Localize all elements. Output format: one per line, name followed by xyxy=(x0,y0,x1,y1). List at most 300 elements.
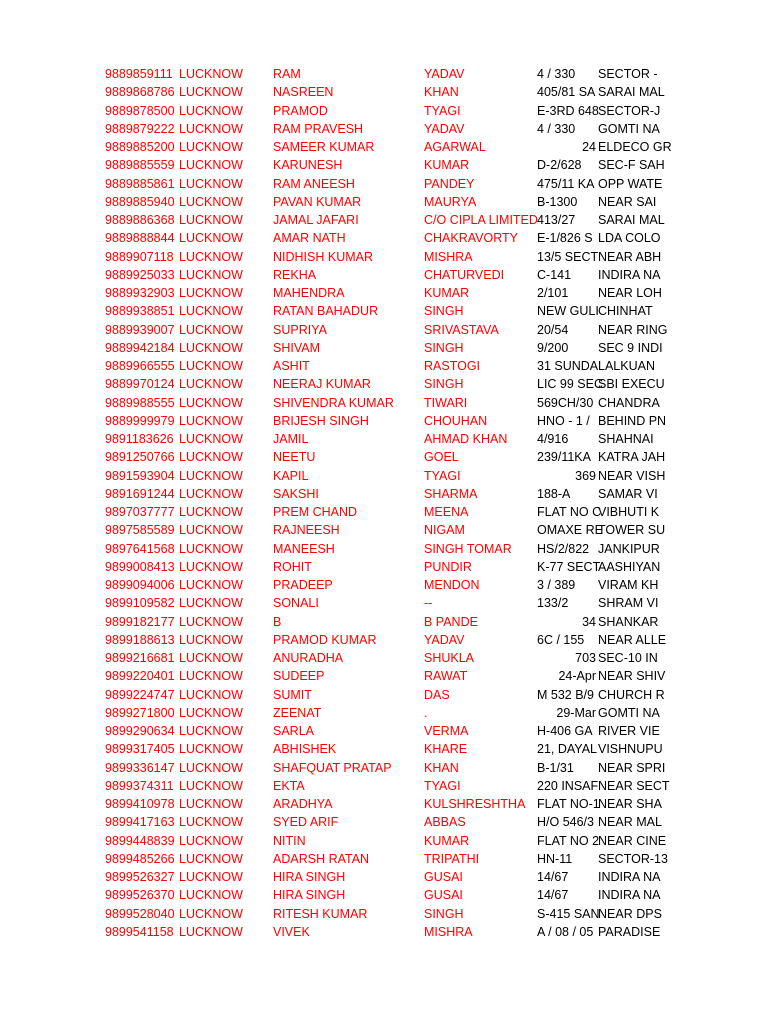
first-name-cell: ABHISHEK xyxy=(273,742,337,757)
address-line2-cell: SHAHNAI xyxy=(598,432,654,446)
last-name-cell: KHAN xyxy=(424,760,459,775)
table-row xyxy=(0,740,768,758)
first-name-cell: AMAR NATH xyxy=(273,231,346,246)
city-cell: LUCKNOW xyxy=(179,669,243,684)
last-name-cell: -- xyxy=(424,596,433,611)
city-cell: LUCKNOW xyxy=(179,870,243,884)
phone-cell: 9889939007 xyxy=(105,322,175,337)
city-cell: LUCKNOW xyxy=(179,760,243,775)
table-row xyxy=(0,886,768,904)
address-line2-cell: TOWER SU xyxy=(598,523,666,538)
address-line1-cell: 9/200 xyxy=(537,340,569,355)
first-name-cell: SUDEEP xyxy=(273,669,325,684)
phone-cell: 9899541158 xyxy=(105,924,174,939)
first-name-cell: RAJNEESH xyxy=(273,523,340,538)
last-name-cell: SINGH xyxy=(424,906,464,921)
phone-cell: 9899094006 xyxy=(105,578,175,592)
city-cell: LUCKNOW xyxy=(179,614,243,629)
phone-cell: 9899271800 xyxy=(105,705,175,720)
first-name-cell: PAVAN KUMAR xyxy=(273,194,362,209)
address-line2-cell: NEAR SHA xyxy=(598,797,662,811)
first-name-cell: HIRA SINGH xyxy=(273,870,346,884)
city-cell: LUCKNOW xyxy=(179,432,243,446)
phone-cell: 9889879222 xyxy=(105,121,175,136)
phone-cell: 9889878500 xyxy=(105,103,175,118)
address-line2-cell: NEAR SAI xyxy=(598,194,657,209)
table-row xyxy=(0,412,768,430)
table-row xyxy=(0,83,768,101)
first-name-cell: PRAMOD xyxy=(273,103,328,118)
city-cell: LUCKNOW xyxy=(179,67,243,81)
last-name-cell: TRIPATHI xyxy=(424,851,480,866)
last-name-cell: SRIVASTAVA xyxy=(424,322,499,337)
table-row xyxy=(0,868,768,886)
address-line2-cell: CHANDRA xyxy=(598,395,660,410)
address-line2-cell: VIBHUTI K xyxy=(598,505,660,519)
city-cell: LUCKNOW xyxy=(179,651,243,665)
phone-cell: 9899188613 xyxy=(105,632,175,647)
address-line1-cell: E-3RD 648 xyxy=(537,103,599,118)
first-name-cell: BRIJESH SINGH xyxy=(273,413,369,428)
last-name-cell: SINGH xyxy=(424,377,464,392)
city-cell: LUCKNOW xyxy=(179,322,243,337)
address-line2-cell: SBI EXECU xyxy=(598,377,665,392)
address-line1-cell: 21, DAYAL xyxy=(537,742,597,757)
address-line1-cell: E-1/826 S xyxy=(537,231,593,246)
city-cell: LUCKNOW xyxy=(179,815,243,830)
address-line1-cell: FLAT NO-1 xyxy=(537,797,600,811)
phone-cell: 9899182177 xyxy=(105,614,175,629)
last-name-cell: VERMA xyxy=(424,724,469,738)
table-row xyxy=(0,540,768,558)
address-line1-cell: 20/54 xyxy=(537,322,569,337)
last-name-cell: KUMAR xyxy=(424,286,470,300)
phone-cell: 9897585589 xyxy=(105,523,175,538)
first-name-cell: KAPIL xyxy=(273,468,309,483)
address-line2-cell: RIVER VIE xyxy=(598,724,660,738)
first-name-cell: ROHIT xyxy=(273,559,312,574)
address-line1-cell: LIC 99 SEC xyxy=(537,377,604,392)
address-line1-cell: 31 SUNDA xyxy=(537,359,599,373)
table-row xyxy=(0,394,768,412)
address-line1-cell: FLAT NO C xyxy=(537,505,602,519)
city-cell: LUCKNOW xyxy=(179,176,243,191)
city-cell: LUCKNOW xyxy=(179,742,243,757)
table-row xyxy=(0,777,768,795)
phone-cell: 9889888844 xyxy=(105,231,175,246)
last-name-cell: ABBAS xyxy=(424,815,466,830)
city-cell: LUCKNOW xyxy=(179,121,243,136)
last-name-cell: GOEL xyxy=(424,450,459,465)
last-name-cell: AHMAD KHAN xyxy=(424,432,508,446)
city-cell: LUCKNOW xyxy=(179,632,243,647)
phone-cell: 9891593904 xyxy=(105,468,175,483)
table-row xyxy=(0,65,768,83)
address-line1-cell: 369 xyxy=(575,468,596,483)
address-line1-cell: D-2/628 xyxy=(537,158,582,173)
first-name-cell: NITIN xyxy=(273,833,306,848)
first-name-cell: SAMEER KUMAR xyxy=(273,140,375,154)
last-name-cell: MAURYA xyxy=(424,194,477,209)
address-line2-cell: SARAI MAL xyxy=(598,213,665,227)
phone-cell: 9889907118 xyxy=(105,249,174,264)
first-name-cell: PRAMOD KUMAR xyxy=(273,632,377,647)
last-name-cell: SINGH TOMAR xyxy=(424,541,512,556)
last-name-cell: PUNDIR xyxy=(424,559,472,574)
table-row xyxy=(0,813,768,831)
last-name-cell: YADAV xyxy=(424,121,465,136)
city-cell: LUCKNOW xyxy=(179,286,243,300)
first-name-cell: B xyxy=(273,614,282,629)
city-cell: LUCKNOW xyxy=(179,523,243,538)
table-row xyxy=(0,850,768,868)
address-line2-cell: CHURCH R xyxy=(598,687,665,702)
last-name-cell: CHOUHAN xyxy=(424,413,488,428)
last-name-cell: KULSHRESHTHA xyxy=(424,797,526,811)
address-line1-cell: M 532 B/9 xyxy=(537,687,594,702)
first-name-cell: ARADHYA xyxy=(273,797,333,811)
table-row xyxy=(0,613,768,631)
city-cell: LUCKNOW xyxy=(179,851,243,866)
first-name-cell: SUPRIYA xyxy=(273,322,327,337)
last-name-cell: DAS xyxy=(424,687,450,702)
last-name-cell: TYAGI xyxy=(424,778,461,793)
phone-cell: 9899448839 xyxy=(105,833,175,848)
phone-cell: 9889970124 xyxy=(105,377,175,392)
spreadsheet-table xyxy=(0,65,768,941)
phone-cell: 9899485266 xyxy=(105,851,175,866)
address-line1-cell: 405/81 SA xyxy=(537,85,596,100)
address-line1-cell: FLAT NO 2 xyxy=(537,833,600,848)
city-cell: LUCKNOW xyxy=(179,833,243,848)
table-row xyxy=(0,722,768,740)
last-name-cell: CHATURVEDI xyxy=(424,267,505,282)
address-line2-cell: KATRA JAH xyxy=(598,450,666,465)
city-cell: LUCKNOW xyxy=(179,505,243,519)
table-row xyxy=(0,102,768,120)
phone-cell: 9899109582 xyxy=(105,596,175,611)
first-name-cell: RAM PRAVESH xyxy=(273,121,364,136)
address-line2-cell: NEAR ALLE xyxy=(598,632,667,647)
first-name-cell: NASREEN xyxy=(273,85,334,100)
table-row xyxy=(0,229,768,247)
phone-cell: 9889868786 xyxy=(105,85,175,100)
address-line2-cell: SHANKAR xyxy=(598,614,659,629)
first-name-cell: NEERAJ KUMAR xyxy=(273,377,371,392)
city-cell: LUCKNOW xyxy=(179,578,243,592)
first-name-cell: MANEESH xyxy=(273,541,335,556)
table-row xyxy=(0,759,768,777)
table-row xyxy=(0,175,768,193)
table-row xyxy=(0,448,768,466)
address-line1-cell: 29-Mar xyxy=(556,705,596,720)
address-line2-cell: NEAR SHIV xyxy=(598,669,666,684)
address-line1-cell: HNO - 1 / xyxy=(537,413,590,428)
address-line1-cell: 3 / 389 xyxy=(537,578,576,592)
address-line2-cell: SEC-10 IN xyxy=(598,651,658,665)
phone-cell: 9889966555 xyxy=(105,359,175,373)
city-cell: LUCKNOW xyxy=(179,924,243,939)
address-line1-cell: 569CH/30 xyxy=(537,395,594,410)
address-line1-cell: B-1300 xyxy=(537,194,578,209)
phone-cell: 9889885861 xyxy=(105,176,175,191)
first-name-cell: SHAFQUAT PRATAP xyxy=(273,760,392,775)
city-cell: LUCKNOW xyxy=(179,450,243,465)
phone-cell: 9899216681 xyxy=(105,651,175,665)
city-cell: LUCKNOW xyxy=(179,906,243,921)
address-line1-cell: 475/11 KA xyxy=(537,176,595,191)
first-name-cell: ANURADHA xyxy=(273,651,344,665)
table-row xyxy=(0,357,768,375)
first-name-cell: VIVEK xyxy=(273,924,310,939)
phone-cell: 9889886368 xyxy=(105,213,175,227)
last-name-cell: MISHRA xyxy=(424,924,473,939)
address-line2-cell: NEAR LOH xyxy=(598,286,662,300)
address-line1-cell: B-1/31 xyxy=(537,760,574,775)
phone-cell: 9889938851 xyxy=(105,304,175,319)
address-line1-cell: 14/67 xyxy=(537,870,569,884)
phone-cell: 9889885940 xyxy=(105,194,175,209)
city-cell: LUCKNOW xyxy=(179,304,243,319)
address-line2-cell: NEAR DPS xyxy=(598,906,662,921)
table-row xyxy=(0,339,768,357)
phone-cell: 9899290634 xyxy=(105,724,175,738)
phone-cell: 9899336147 xyxy=(105,760,175,775)
table-row xyxy=(0,211,768,229)
address-line2-cell: SECTOR-13 xyxy=(598,851,668,866)
first-name-cell: HIRA SINGH xyxy=(273,888,346,903)
table-row xyxy=(0,905,768,923)
city-cell: LUCKNOW xyxy=(179,541,243,556)
address-line2-cell: NEAR RING xyxy=(598,322,668,337)
city-cell: LUCKNOW xyxy=(179,797,243,811)
city-cell: LUCKNOW xyxy=(179,194,243,209)
table-row xyxy=(0,503,768,521)
table-row xyxy=(0,156,768,174)
last-name-cell: YADAV xyxy=(424,67,465,81)
address-line1-cell: 413/27 xyxy=(537,213,576,227)
city-cell: LUCKNOW xyxy=(179,705,243,720)
address-line2-cell: CHINHAT xyxy=(598,304,653,319)
address-line2-cell: SEC 9 INDI xyxy=(598,340,663,355)
last-name-cell: KHARE xyxy=(424,742,468,757)
city-cell: LUCKNOW xyxy=(179,596,243,611)
address-line2-cell: NEAR SPRI xyxy=(598,760,666,775)
last-name-cell: . xyxy=(424,705,428,720)
address-line2-cell: SECTOR-J xyxy=(598,103,661,118)
address-line1-cell: 703 xyxy=(575,651,596,665)
first-name-cell: REKHA xyxy=(273,267,317,282)
address-line1-cell: HS/2/822 xyxy=(537,541,590,556)
last-name-cell: YADAV xyxy=(424,632,465,647)
last-name-cell: TIWARI xyxy=(424,395,468,410)
address-line2-cell: NEAR ABH xyxy=(598,249,662,264)
first-name-cell: KARUNESH xyxy=(273,158,343,173)
city-cell: LUCKNOW xyxy=(179,359,243,373)
first-name-cell: PRADEEP xyxy=(273,578,333,592)
last-name-cell: KUMAR xyxy=(424,833,470,848)
city-cell: LUCKNOW xyxy=(179,486,243,501)
address-line1-cell: 4/916 xyxy=(537,432,569,446)
phone-cell: 9899417163 xyxy=(105,815,175,830)
last-name-cell: GUSAI xyxy=(424,888,463,903)
first-name-cell: SHIVENDRA KUMAR xyxy=(273,395,394,410)
address-line2-cell: NEAR MAL xyxy=(598,815,662,830)
phone-cell: 9891250766 xyxy=(105,450,175,465)
table-row xyxy=(0,248,768,266)
table-row xyxy=(0,832,768,850)
last-name-cell: RAWAT xyxy=(424,669,468,684)
first-name-cell: NIDHISH KUMAR xyxy=(273,249,374,264)
address-line2-cell: AASHIYAN xyxy=(598,559,661,574)
table-row xyxy=(0,558,768,576)
table-row xyxy=(0,467,768,485)
phone-cell: 9899526327 xyxy=(105,870,175,884)
last-name-cell: TYAGI xyxy=(424,103,461,118)
first-name-cell: RITESH KUMAR xyxy=(273,906,368,921)
last-name-cell: AGARWAL xyxy=(424,140,486,154)
last-name-cell: KUMAR xyxy=(424,158,470,173)
first-name-cell: SARLA xyxy=(273,724,314,738)
last-name-cell: PANDEY xyxy=(424,176,475,191)
last-name-cell: C/O CIPLA LIMITED xyxy=(424,213,538,227)
city-cell: LUCKNOW xyxy=(179,888,243,903)
table-row xyxy=(0,521,768,539)
table-row xyxy=(0,302,768,320)
table-row xyxy=(0,667,768,685)
last-name-cell: GUSAI xyxy=(424,870,463,884)
first-name-cell: SYED ARIF xyxy=(273,815,339,830)
city-cell: LUCKNOW xyxy=(179,249,243,264)
address-line2-cell: GOMTI NA xyxy=(598,705,660,720)
first-name-cell: SAKSHI xyxy=(273,486,319,501)
last-name-cell: RASTOGI xyxy=(424,359,481,373)
phone-cell: 9889885200 xyxy=(105,140,175,154)
last-name-cell: MEENA xyxy=(424,505,469,519)
phone-cell: 9897641568 xyxy=(105,541,175,556)
phone-cell: 9899317405 xyxy=(105,742,175,757)
table-row xyxy=(0,138,768,156)
address-line2-cell: OPP WATE xyxy=(598,176,663,191)
address-line1-cell: 13/5 SECT xyxy=(537,249,599,264)
address-line1-cell: HN-11 xyxy=(537,851,573,866)
address-line2-cell: GOMTI NA xyxy=(598,121,660,136)
table-row xyxy=(0,120,768,138)
first-name-cell: RATAN BAHADUR xyxy=(273,304,379,319)
table-row xyxy=(0,321,768,339)
phone-cell: 9899410978 xyxy=(105,797,175,811)
first-name-cell: NEETU xyxy=(273,450,316,465)
city-cell: LUCKNOW xyxy=(179,559,243,574)
table-row xyxy=(0,795,768,813)
address-line1-cell: 2/101 xyxy=(537,286,569,300)
address-line1-cell: K-77 SECT xyxy=(537,559,601,574)
address-line2-cell: JANKIPUR xyxy=(598,541,660,556)
address-line1-cell: 14/67 xyxy=(537,888,569,903)
phone-cell: 9899220401 xyxy=(105,669,175,684)
table-row xyxy=(0,594,768,612)
first-name-cell: ASHIT xyxy=(273,359,310,373)
city-cell: LUCKNOW xyxy=(179,468,243,483)
address-line1-cell: OMAXE RE xyxy=(537,523,603,538)
phone-cell: 9899528040 xyxy=(105,906,175,921)
first-name-cell: EKTA xyxy=(273,778,305,793)
city-cell: LUCKNOW xyxy=(179,395,243,410)
address-line1-cell: 4 / 330 xyxy=(537,121,576,136)
phone-cell: 9889999979 xyxy=(105,413,175,428)
table-row xyxy=(0,375,768,393)
address-line2-cell: SAMAR VI xyxy=(598,486,658,501)
city-cell: LUCKNOW xyxy=(179,85,243,100)
table-row xyxy=(0,430,768,448)
last-name-cell: B PANDE xyxy=(424,614,478,629)
address-line2-cell: INDIRA NA xyxy=(598,888,661,903)
table-row xyxy=(0,485,768,503)
city-cell: LUCKNOW xyxy=(179,231,243,246)
address-line2-cell: VISHNUPU xyxy=(598,742,663,757)
phone-cell: 9899374311 xyxy=(105,778,174,793)
table-row xyxy=(0,193,768,211)
table-row xyxy=(0,284,768,302)
last-name-cell: SHARMA xyxy=(424,486,478,501)
address-line2-cell: SARAI MAL xyxy=(598,85,665,100)
city-cell: LUCKNOW xyxy=(179,213,243,227)
first-name-cell: ADARSH RATAN xyxy=(273,851,370,866)
city-cell: LUCKNOW xyxy=(179,267,243,282)
first-name-cell: RAM ANEESH xyxy=(273,176,355,191)
address-line1-cell: H/O 546/3 xyxy=(537,815,594,830)
phone-cell: 9889885559 xyxy=(105,158,175,173)
address-line2-cell: SEC-F SAH xyxy=(598,158,665,173)
last-name-cell: TYAGI xyxy=(424,468,461,483)
address-line2-cell: SHRAM VI xyxy=(598,596,659,611)
address-line1-cell: 4 / 330 xyxy=(537,67,576,81)
first-name-cell: PREM CHAND xyxy=(273,505,358,519)
table-row xyxy=(0,649,768,667)
last-name-cell: MENDON xyxy=(424,578,480,592)
table-row xyxy=(0,704,768,722)
last-name-cell: SINGH xyxy=(424,340,464,355)
last-name-cell: MISHRA xyxy=(424,249,473,264)
first-name-cell: JAMAL JAFARI xyxy=(273,213,359,227)
address-line1-cell: NEW GULI xyxy=(537,304,599,319)
table-row xyxy=(0,631,768,649)
phone-cell: 9889942184 xyxy=(105,340,175,355)
phone-cell: 9889859111 xyxy=(105,67,173,81)
address-line1-cell: 188-A xyxy=(537,486,571,501)
phone-cell: 9889988555 xyxy=(105,395,175,410)
city-cell: LUCKNOW xyxy=(179,724,243,738)
address-line1-cell: 133/2 xyxy=(537,596,569,611)
first-name-cell: SHIVAM xyxy=(273,340,320,355)
address-line1-cell: 6C / 155 xyxy=(537,632,585,647)
address-line2-cell: NEAR VISH xyxy=(598,468,666,483)
last-name-cell: SHUKLA xyxy=(424,651,475,665)
table-row xyxy=(0,923,768,941)
address-line2-cell: ELDECO GR xyxy=(598,140,672,154)
phone-cell: 9891691244 xyxy=(105,486,175,501)
address-line2-cell: SECTOR - xyxy=(598,67,658,81)
first-name-cell: ZEENAT xyxy=(273,705,322,720)
last-name-cell: NIGAM xyxy=(424,523,465,538)
address-line1-cell: S-415 SAN xyxy=(537,906,600,921)
address-line2-cell: VIRAM KH xyxy=(598,578,659,592)
phone-cell: 9891183626 xyxy=(105,432,174,446)
address-line2-cell: INDIRA NA xyxy=(598,870,661,884)
first-name-cell: RAM xyxy=(273,67,301,81)
first-name-cell: SONALI xyxy=(273,596,319,611)
address-line1-cell: 34 xyxy=(582,614,596,629)
